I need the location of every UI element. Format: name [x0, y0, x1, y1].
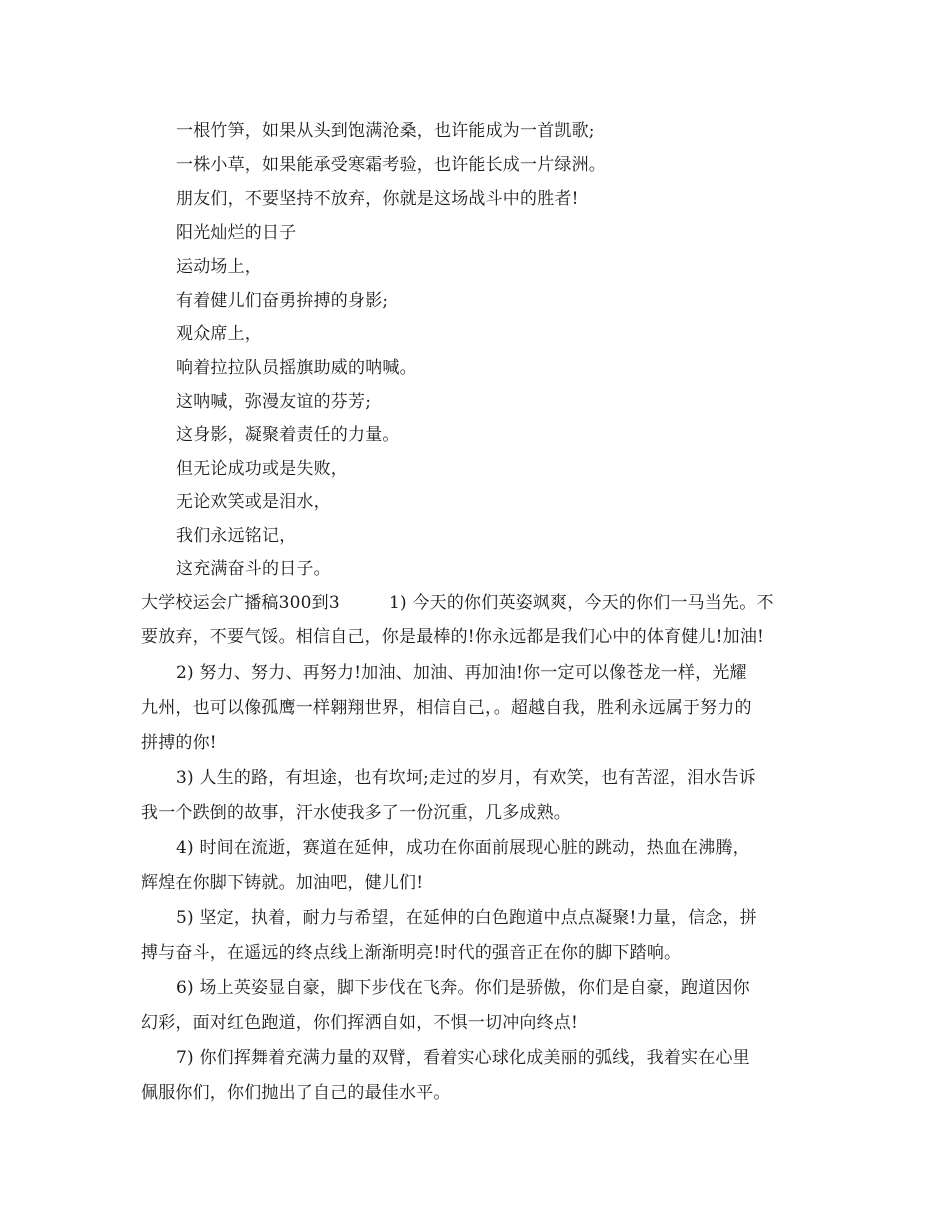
poem-title: 阳光灿烂的日子 — [176, 223, 297, 243]
poem-line: 无论欢笑或是泪水， — [176, 492, 331, 512]
paragraph-text: 1) 今天的你们英姿飒爽，今天的你们一马当先。不 — [389, 593, 774, 613]
poem-line: 这充满奋斗的日子。 — [176, 559, 331, 579]
poem-line: 一根竹笋，如果从头到饱满沧桑，也许能成为一首凯歌; — [176, 121, 595, 141]
poem-line: 朋友们，不要坚持不放弃，你就是这场战斗中的胜者! — [176, 189, 579, 209]
poem-line: 一株小草，如果能承受寒霜考验，也许能长成一片绿洲。 — [176, 155, 606, 175]
poem-line: 响着拉拉队员摇旗助威的呐喊。 — [176, 358, 417, 378]
poem-line: 这身影，凝聚着责任的力量。 — [176, 425, 400, 445]
paragraph-line: 3) 人生的路，有坦途，也有坎坷;走过的岁月，有欢笑，也有苦涩，泪水告诉 — [176, 768, 756, 788]
paragraph-line: 佩服你们，你们抛出了自己的最佳水平。 — [141, 1083, 451, 1103]
poem-line: 观众席上， — [176, 324, 262, 344]
poem-line: 有着健儿们奋勇拚搏的身影; — [176, 291, 389, 311]
paragraph-line: 要放弃，不要气馁。相信自己，你是最棒的!你永远都是我们心中的体育健儿!加油! — [141, 627, 765, 647]
paragraph-line: 7) 你们挥舞着充满力量的双臂，看着实心球化成美丽的弧线，我着实在心里 — [176, 1048, 750, 1068]
poem-line: 这呐喊，弥漫友谊的芬芳; — [176, 392, 372, 412]
paragraph-line: 我一个跌倒的故事，汗水使我多了一份沉重，几多成熟。 — [141, 803, 571, 823]
paragraph-line: 搏与奋斗，在遥远的终点线上渐渐明亮!时代的强音正在你的脚下踏响。 — [141, 943, 682, 963]
poem-line: 但无论成功或是失败， — [176, 459, 348, 479]
paragraph-line: 拼搏的你! — [141, 733, 217, 753]
poem-line: 运动场上， — [176, 257, 262, 277]
paragraph-line: 4) 时间在流逝，赛道在延伸，成功在你面前展现心脏的跳动，热血在沸腾， — [176, 838, 750, 858]
paragraph-line: 6) 场上英姿显自豪，脚下步伐在飞奔。你们是骄傲，你们是自豪，跑道因你 — [176, 978, 750, 998]
paragraph-line: 2) 努力、努力、再努力!加油、加油、再加油!你一定可以像苍龙一样，光耀 — [176, 663, 747, 683]
paragraph-line: 九州，也可以像孤鹰一样翱翔世界，相信自己，。超越自我，胜利永远属于努力的 — [141, 698, 752, 718]
section-title: 大学校运会广播稿300到3 — [141, 593, 340, 613]
section-heading-line — [0, 591, 950, 615]
paragraph-line: 5) 坚定，执着，耐力与希望，在延伸的白色跑道中点点凝聚!力量，信念，拼 — [176, 908, 757, 928]
paragraph-line: 幻彩，面对红色跑道，你们挥洒自如，不惧一切冲向终点! — [141, 1013, 579, 1033]
paragraph-line: 辉煌在你脚下铸就。加油吧，健儿们! — [141, 873, 424, 893]
poem-line: 我们永远铭记， — [176, 526, 297, 546]
